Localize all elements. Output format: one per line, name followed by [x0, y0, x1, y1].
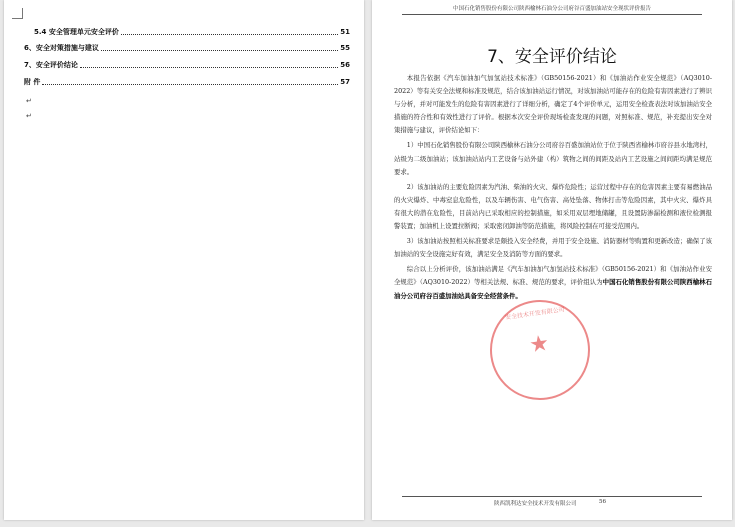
toc-entry-title: 7、安全评价结论 [24, 61, 78, 69]
toc-entry-page: 51 [340, 28, 350, 36]
toc-entry-title: 5.4 安全管理单元安全评价 [34, 28, 119, 36]
toc-entry-page: 55 [340, 44, 350, 52]
stamp-text: 安全技术开发有限公司 [504, 306, 566, 322]
conclusion-text: 综合以上分析评价，该加油站满足《汽车加油加气加氢站技术标准》（GB50156-2021）和《加油站作业安全规范》（AQ3010-2022）等相关法规、标准、规范的要求，评价组认为 [394, 265, 712, 287]
toc-entry-appendix[interactable] [24, 78, 350, 87]
report-body [394, 72, 712, 303]
stamp-star-icon: ★ [527, 330, 551, 359]
toc-entry-page: 57 [340, 78, 350, 86]
toc-leader-dots [121, 34, 338, 35]
toc-page [4, 0, 364, 520]
page-header: 中国石化销售股份有限公司陕西榆林石油分公司府谷百盛加油站安全现状评价报告 [402, 4, 702, 15]
paragraph-mark: ↵ [26, 97, 32, 105]
company-seal-stamp [484, 294, 597, 407]
page-number: 56 [599, 499, 606, 505]
toc-entry-5-4[interactable] [34, 28, 350, 37]
footer-organization: 陕西凯利达安全技术开发有限公司 [494, 501, 577, 507]
paragraph-mark: ↵ [26, 112, 32, 120]
body-paragraph: 本报告依据《汽车加油加气加氢站技术标准》（GB50156-2021）和《加油站作业安全规范》（AQ3010-2022）等有关安全法规和标准及规范，结合该加油站运行情况，对该加油站可能存在的危险有害因素进行了辨识与分析，并对可能发生的危险有害因素进行了详细分析，确定了4个评价单元，运用安全检查表法对该加油站安全措施的符合性和有效性进行了评价。根据本次安全评价现场检查发现的问题，对照标准、规范，补充提出安全对策措施与建议，评价结论如下： [394, 74, 712, 135]
report-page [372, 0, 732, 520]
conclusion-bold-text: 中国石化销售股份有限公司陕西榆林石油分公司府谷百盛加油站具备安全经营条件。 [394, 278, 713, 300]
page-footer [402, 496, 702, 507]
toc-entry-title: 6、安全对策措施与建议 [24, 44, 99, 52]
toc-entry-page: 56 [340, 61, 350, 69]
toc-leader-dots [42, 84, 338, 85]
page-corner-mark [12, 8, 23, 19]
body-paragraph: 2）该加油站的主要危险因素为汽油、柴油的火灾、爆炸危险性；运营过程中存在的危害因素主要有易燃油品的火灾爆炸、中毒窒息危险性，以及车辆伤害、电气伤害、高处坠落、物体打击等危险因素，其中火灾、爆炸具有很大的潜在危险性，目前站内已采取相应的控制措施，如采用双层埋地储罐，且设置防渗漏检测和液位检测报警装置；加油机上设置拉断阀；采取密闭卸油等防范措施，将风险控制在可接受范围内。 [394, 182, 712, 231]
conclusion-paragraph [394, 263, 712, 302]
toc-entry-title: 附 件 [24, 78, 41, 86]
toc-entry-7[interactable] [24, 61, 350, 70]
section-title: 7、安全评价结论 [487, 47, 617, 67]
body-paragraph: 1）中国石化销售股份有限公司陕西榆林石油分公司府谷百盛加油站位于位于陕西省榆林市府谷县水地湾村，站级为二级加油站；该加油站站内工艺设备与站外建（构）筑物之间的间距及站内工艺设施之间间距均满足规范要求。 [394, 141, 712, 176]
toc-leader-dots [80, 67, 338, 68]
toc-entry-6[interactable] [24, 44, 350, 53]
toc-leader-dots [101, 50, 338, 51]
body-paragraph: 3）该加油站按照相关标准要求是颇投入安全经费，并用于安全设施、消防器材等购置和更新改造；确保了该加油站的安全设施完好有效，满足安全及消防等方面的要求。 [394, 237, 712, 259]
